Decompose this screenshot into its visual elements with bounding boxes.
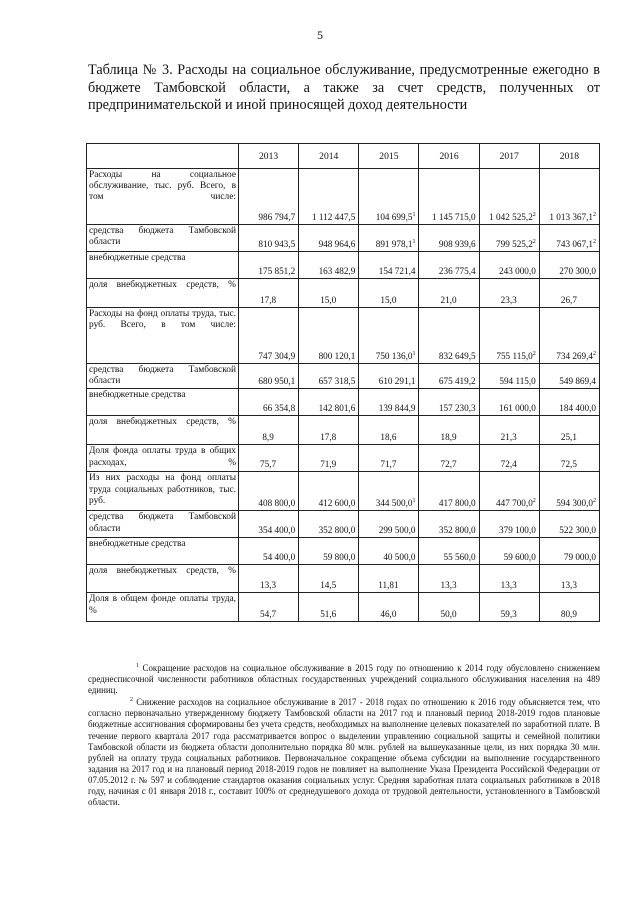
footnote-ref: 2 bbox=[532, 238, 536, 245]
cell-value: 747 304,9 bbox=[258, 351, 296, 361]
cell-value: 154 721,4 bbox=[378, 266, 416, 276]
cell-value: 71,9 bbox=[320, 459, 337, 470]
cell-value: 13,3 bbox=[500, 580, 517, 591]
footnote-ref: 2 bbox=[593, 211, 596, 218]
table-row bbox=[87, 538, 600, 565]
cell-value: 755 115,0 bbox=[496, 351, 533, 361]
cell-value: 175 851,2 bbox=[258, 266, 296, 276]
cell-2013 bbox=[239, 538, 299, 565]
cell-value: 17,8 bbox=[320, 432, 337, 443]
cell-2016 bbox=[419, 169, 479, 225]
cell-2017 bbox=[479, 225, 539, 252]
cell-2016 bbox=[419, 538, 479, 565]
cell-2018 bbox=[539, 252, 599, 279]
cell-2015 bbox=[359, 416, 419, 445]
cell-value: 72,5 bbox=[560, 459, 577, 470]
cell-2018 bbox=[539, 472, 599, 511]
cell-value: 13,3 bbox=[560, 580, 577, 591]
cell-value: 17,8 bbox=[260, 295, 277, 305]
cell-value: 25,1 bbox=[560, 432, 577, 443]
cell-2015 bbox=[359, 538, 419, 565]
footnote-ref: 1 bbox=[412, 211, 416, 218]
cell-value: 72,4 bbox=[500, 459, 517, 470]
cell-value: 948 964,6 bbox=[318, 239, 356, 249]
cell-2017 bbox=[479, 416, 539, 445]
table-row bbox=[87, 279, 600, 308]
cell-2017 bbox=[479, 389, 539, 416]
cell-2014 bbox=[299, 445, 359, 472]
cell-value: 408 800,0 bbox=[258, 498, 296, 509]
cell-2015 bbox=[359, 593, 419, 622]
cell-2016 bbox=[419, 445, 479, 472]
cell-value: 79 000,0 bbox=[563, 552, 596, 563]
cell-2013 bbox=[239, 279, 299, 308]
cell-2015 bbox=[359, 279, 419, 308]
cell-2016 bbox=[419, 252, 479, 279]
cell-value: 13,3 bbox=[260, 580, 277, 591]
cell-value: 18,6 bbox=[380, 432, 397, 443]
cell-value: 66 354,8 bbox=[263, 403, 296, 414]
cell-2018 bbox=[539, 538, 599, 565]
table-row bbox=[87, 593, 600, 622]
cell-2013 bbox=[239, 511, 299, 538]
footnote-ref: 2 bbox=[532, 211, 536, 218]
cell-value: 54,7 bbox=[260, 609, 277, 620]
cell-2014 bbox=[299, 279, 359, 308]
row-label: средства бюджета Тамбовской области bbox=[87, 225, 239, 252]
table-row bbox=[87, 364, 600, 389]
cell-2013 bbox=[239, 593, 299, 622]
footnote-1 bbox=[88, 663, 600, 696]
cell-2015 bbox=[359, 308, 419, 364]
row-label: Доля в общем фонде оплаты труда, % bbox=[87, 593, 239, 622]
cell-2017 bbox=[479, 445, 539, 472]
cell-value: 891 978,1 bbox=[375, 239, 413, 249]
table-caption: Таблица № 3. Расходы на социальное обслуживание, предусмотренные ежегодно в бюджете Тамбовской области, а также за счет средств, полученных от предпринимательской и иной приносящей доход деятельности bbox=[88, 62, 600, 113]
cell-2014 bbox=[299, 511, 359, 538]
table-row bbox=[87, 416, 600, 445]
cell-value: 799 525,2 bbox=[496, 239, 533, 249]
cell-2014 bbox=[299, 364, 359, 389]
cell-value: 80,9 bbox=[560, 609, 577, 620]
cell-2013 bbox=[239, 252, 299, 279]
cell-value: 594 300,0 bbox=[556, 498, 593, 509]
cell-value: 15,0 bbox=[320, 295, 337, 305]
table-row bbox=[87, 308, 600, 364]
cell-2015 bbox=[359, 445, 419, 472]
cell-value: 163 482,9 bbox=[318, 266, 356, 276]
cell-2018 bbox=[539, 169, 599, 225]
footnote-text: Сокращение расходов на социальное обслуживание в 2015 году по отношению к 2014 году обусловлено снижением среднесписочной численности работников областных государственных учреждений социального обслуживания населения на 489 единиц. bbox=[88, 663, 600, 696]
page-number: 5 bbox=[317, 28, 323, 42]
cell-value: 15,0 bbox=[380, 295, 397, 305]
table-row bbox=[87, 169, 600, 225]
cell-value: 352 800,0 bbox=[318, 525, 356, 536]
cell-2014 bbox=[299, 308, 359, 364]
cell-2017 bbox=[479, 565, 539, 593]
cell-value: 59 600,0 bbox=[503, 552, 536, 563]
cell-2013 bbox=[239, 364, 299, 389]
cell-value: 908 939,6 bbox=[438, 239, 476, 249]
cell-2016 bbox=[419, 472, 479, 511]
cell-2016 bbox=[419, 565, 479, 593]
footnote-ref: 1 bbox=[412, 238, 416, 245]
cell-2015 bbox=[359, 252, 419, 279]
table-row bbox=[87, 511, 600, 538]
cell-2015 bbox=[359, 511, 419, 538]
cell-value: 412 600,0 bbox=[318, 498, 356, 509]
cell-2016 bbox=[419, 364, 479, 389]
row-label: Из них расходы на фонд оплаты труда социальных работников, тыс. руб. bbox=[87, 472, 239, 511]
footnote-ref: 2 bbox=[593, 498, 596, 505]
cell-value: 447 700,0 bbox=[496, 498, 533, 509]
cell-value: 50,0 bbox=[440, 609, 457, 620]
cell-2017 bbox=[479, 472, 539, 511]
cell-value: 142 801,6 bbox=[318, 403, 356, 414]
cell-2013 bbox=[239, 169, 299, 225]
row-label: Доля фонда оплаты труда в общих расходах, % bbox=[87, 445, 239, 472]
footnote-ref: 1 bbox=[412, 498, 416, 505]
cell-value: 14,5 bbox=[320, 580, 337, 591]
cell-value: 344 500,0 bbox=[375, 498, 413, 509]
header-cell-label bbox=[87, 144, 239, 169]
row-label: внебюджетные средства bbox=[87, 389, 239, 416]
cell-2014 bbox=[299, 252, 359, 279]
cell-value: 379 100,0 bbox=[499, 525, 536, 536]
cell-value: 54 400,0 bbox=[263, 552, 296, 563]
cell-value: 986 794,7 bbox=[258, 212, 296, 222]
cell-value: 1 013 367,1 bbox=[549, 212, 593, 222]
footnote-ref: 2 bbox=[593, 238, 596, 245]
cell-2016 bbox=[419, 593, 479, 622]
cell-2014 bbox=[299, 472, 359, 511]
cell-2017 bbox=[479, 169, 539, 225]
cell-2013 bbox=[239, 472, 299, 511]
cell-2018 bbox=[539, 565, 599, 593]
cell-2015 bbox=[359, 169, 419, 225]
cell-2014 bbox=[299, 593, 359, 622]
cell-2018 bbox=[539, 279, 599, 308]
cell-2017 bbox=[479, 252, 539, 279]
cell-2018 bbox=[539, 364, 599, 389]
cell-2015 bbox=[359, 565, 419, 593]
cell-2013 bbox=[239, 308, 299, 364]
cell-value: 26,7 bbox=[560, 295, 577, 305]
row-label: средства бюджета Тамбовской области bbox=[87, 511, 239, 538]
cell-value: 59,3 bbox=[500, 609, 517, 620]
row-label: доля внебюджетных средств, % bbox=[87, 416, 239, 445]
cell-2013 bbox=[239, 389, 299, 416]
cell-value: 21,0 bbox=[440, 295, 457, 305]
cell-value: 75,7 bbox=[260, 459, 277, 470]
cell-value: 157 230,3 bbox=[438, 403, 476, 414]
cell-value: 1 042 525,2 bbox=[489, 212, 533, 222]
cell-value: 59 800,0 bbox=[323, 552, 356, 563]
footnote-mark: 1 bbox=[136, 663, 139, 670]
footnote-ref: 1 bbox=[412, 350, 416, 357]
table-body bbox=[87, 169, 600, 622]
cell-value: 11,81 bbox=[378, 580, 399, 591]
cell-value: 71,7 bbox=[380, 459, 397, 470]
cell-value: 354 400,0 bbox=[258, 525, 296, 536]
header-year-2014: 2014 bbox=[299, 144, 359, 169]
cell-value: 40 500,0 bbox=[383, 552, 416, 563]
cell-value: 21,3 bbox=[500, 432, 517, 443]
cell-2017 bbox=[479, 364, 539, 389]
cell-value: 610 291,1 bbox=[378, 376, 416, 387]
row-label: внебюджетные средства bbox=[87, 252, 239, 279]
footnote-2 bbox=[88, 697, 600, 808]
footnotes bbox=[88, 663, 600, 809]
cell-2013 bbox=[239, 225, 299, 252]
header-year-2016: 2016 bbox=[419, 144, 479, 169]
table-row bbox=[87, 252, 600, 279]
row-label: доля внебюджетных средств, % bbox=[87, 565, 239, 593]
cell-value: 1 145 715,0 bbox=[431, 212, 476, 222]
cell-value: 270 300,0 bbox=[559, 266, 596, 276]
cell-2016 bbox=[419, 308, 479, 364]
cell-value: 680 950,1 bbox=[258, 376, 296, 387]
table-header-row bbox=[87, 144, 600, 169]
cell-2017 bbox=[479, 593, 539, 622]
cell-value: 594 115,0 bbox=[499, 376, 536, 387]
cell-value: 1 112 447,5 bbox=[312, 212, 356, 222]
cell-value: 657 318,5 bbox=[318, 376, 356, 387]
cell-2013 bbox=[239, 445, 299, 472]
cell-2017 bbox=[479, 511, 539, 538]
header-year-2017: 2017 bbox=[479, 144, 539, 169]
cell-value: 243 000,0 bbox=[499, 266, 536, 276]
cell-value: 161 000,0 bbox=[499, 403, 536, 414]
table-row bbox=[87, 389, 600, 416]
cell-value: 55 560,0 bbox=[443, 552, 476, 563]
cell-2013 bbox=[239, 565, 299, 593]
cell-value: 51,6 bbox=[320, 609, 337, 620]
cell-2018 bbox=[539, 389, 599, 416]
cell-2014 bbox=[299, 389, 359, 416]
cell-2018 bbox=[539, 511, 599, 538]
cell-2018 bbox=[539, 225, 599, 252]
cell-value: 46,0 bbox=[380, 609, 397, 620]
row-label: Расходы на социальное обслуживание, тыс. руб. Всего, в том числе: bbox=[87, 169, 239, 225]
cell-value: 18,9 bbox=[440, 432, 457, 443]
cell-2015 bbox=[359, 364, 419, 389]
cell-value: 352 800,0 bbox=[438, 525, 476, 536]
cell-value: 832 649,5 bbox=[438, 351, 476, 361]
expenses-table bbox=[86, 143, 600, 622]
footnote-ref: 2 bbox=[532, 350, 536, 357]
row-label: Расходы на фонд оплаты труда, тыс. руб. Всего, в том числе: bbox=[87, 308, 239, 364]
cell-2014 bbox=[299, 538, 359, 565]
footnote-text: Снижение расходов на социальное обслуживание в 2017 - 2018 годах по отношению к 2016 году объясняется тем, что согласно первоначально утвержденному бюджету Тамбовской области на 2017 год и плановый период 2018-2019 годов плановые бюджетные ассигнования сформированы без учета средств, необходимых на выполнение целевых показателей по заработной плате. В течение первого квартала 2017 года рассматривается вопрос о выделении управлению социальной защиты и семейной политики Тамбовской области из бюджета области дополнительно порядка 80 млн. рублей на вышеуказанные цели, из них порядка 30 млн. рублей на оплату труда социальных работников. Первоначальное сокращение объема субсидии на выполнение государственного задания на 2017 год и на плановый период 2018-2019 годов не повлияет на выполнение Указа Президента Российской Федерации от 07.05.2012 г. № 597 и соблюдение стандартов оказания социальных услуг. Средняя заработная плата социальных работников в 2018 году, начиная с 01 января 2018 г., составит 100% от среднедушевого дохода от трудовой деятельности, установленного в Тамбовской области. bbox=[88, 697, 600, 808]
cell-value: 184 400,0 bbox=[559, 403, 596, 414]
header-year-2013: 2013 bbox=[239, 144, 299, 169]
cell-2016 bbox=[419, 389, 479, 416]
cell-value: 743 067,1 bbox=[556, 239, 593, 249]
cell-2018 bbox=[539, 593, 599, 622]
cell-2016 bbox=[419, 279, 479, 308]
footnote-mark: 2 bbox=[130, 697, 133, 704]
table-row bbox=[87, 565, 600, 593]
cell-2018 bbox=[539, 445, 599, 472]
cell-value: 750 136,0 bbox=[375, 351, 413, 361]
cell-value: 549 869,4 bbox=[559, 376, 596, 387]
cell-2016 bbox=[419, 416, 479, 445]
cell-2016 bbox=[419, 225, 479, 252]
cell-2015 bbox=[359, 225, 419, 252]
cell-2018 bbox=[539, 308, 599, 364]
row-label: доля внебюджетных средств, % bbox=[87, 279, 239, 308]
cell-value: 139 844,9 bbox=[378, 403, 416, 414]
cell-2016 bbox=[419, 511, 479, 538]
cell-2017 bbox=[479, 308, 539, 364]
cell-2014 bbox=[299, 565, 359, 593]
cell-2014 bbox=[299, 169, 359, 225]
cell-value: 72,7 bbox=[440, 459, 457, 470]
cell-2017 bbox=[479, 279, 539, 308]
header-year-2015: 2015 bbox=[359, 144, 419, 169]
cell-2018 bbox=[539, 416, 599, 445]
cell-2017 bbox=[479, 538, 539, 565]
row-label: внебюджетные средства bbox=[87, 538, 239, 565]
cell-value: 13,3 bbox=[440, 580, 457, 591]
cell-value: 417 800,0 bbox=[438, 498, 476, 509]
cell-value: 522 300,0 bbox=[559, 525, 596, 536]
header-year-2018: 2018 bbox=[539, 144, 599, 169]
cell-2014 bbox=[299, 416, 359, 445]
cell-2013 bbox=[239, 416, 299, 445]
table-row bbox=[87, 445, 600, 472]
footnote-ref: 2 bbox=[532, 498, 536, 505]
cell-value: 23,3 bbox=[500, 295, 517, 305]
cell-value: 734 269,4 bbox=[556, 351, 593, 361]
table-row bbox=[87, 472, 600, 511]
footnote-ref: 2 bbox=[593, 350, 596, 357]
cell-value: 299 500,0 bbox=[378, 525, 416, 536]
cell-value: 800 120,1 bbox=[318, 351, 356, 361]
cell-value: 8,9 bbox=[262, 432, 274, 443]
cell-value: 104 699,5 bbox=[375, 212, 413, 222]
cell-2014 bbox=[299, 225, 359, 252]
cell-value: 810 943,5 bbox=[258, 239, 296, 249]
cell-2015 bbox=[359, 389, 419, 416]
row-label: средства бюджета Тамбовской области bbox=[87, 364, 239, 389]
cell-value: 675 419,2 bbox=[438, 376, 476, 387]
table-row bbox=[87, 225, 600, 252]
cell-2015 bbox=[359, 472, 419, 511]
cell-value: 236 775,4 bbox=[438, 266, 476, 276]
